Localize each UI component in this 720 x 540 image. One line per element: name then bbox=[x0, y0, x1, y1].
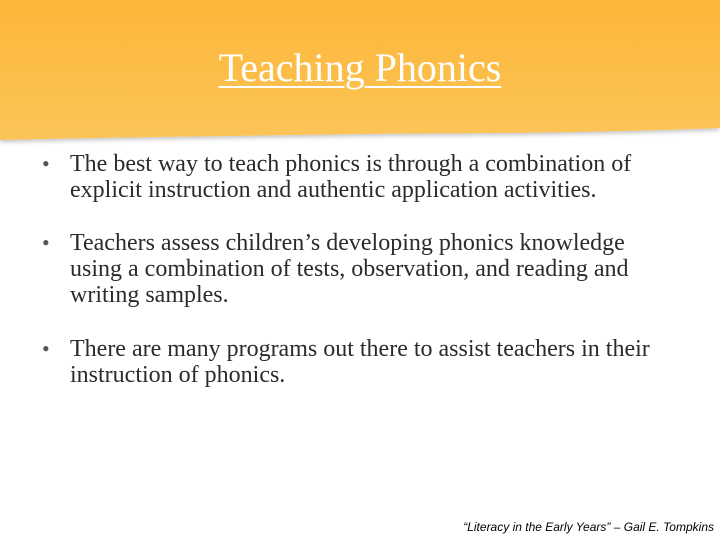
bullet-item bbox=[42, 336, 682, 388]
bullet-text: There are many programs out there to assist teachers in their instruction of phonics. bbox=[70, 336, 650, 388]
bullet-item bbox=[42, 230, 682, 308]
bullet-text: Teachers assess children’s developing phonics knowledge using a combination of tests, observation, and reading and writing samples. bbox=[70, 230, 629, 308]
slide-title: Teaching Phonics bbox=[218, 45, 502, 90]
source-citation: “Literacy in the Early Years” – Gail E. Tompkins bbox=[463, 520, 714, 534]
bullet-text: The best way to teach phonics is through a combination of explicit instruction and authentic application activities. bbox=[70, 151, 632, 203]
bullet-icon: • bbox=[42, 151, 50, 176]
bullet-icon: • bbox=[42, 230, 50, 255]
bullet-list bbox=[42, 151, 682, 414]
bullet-icon: • bbox=[42, 336, 50, 361]
bullet-item bbox=[42, 151, 682, 203]
